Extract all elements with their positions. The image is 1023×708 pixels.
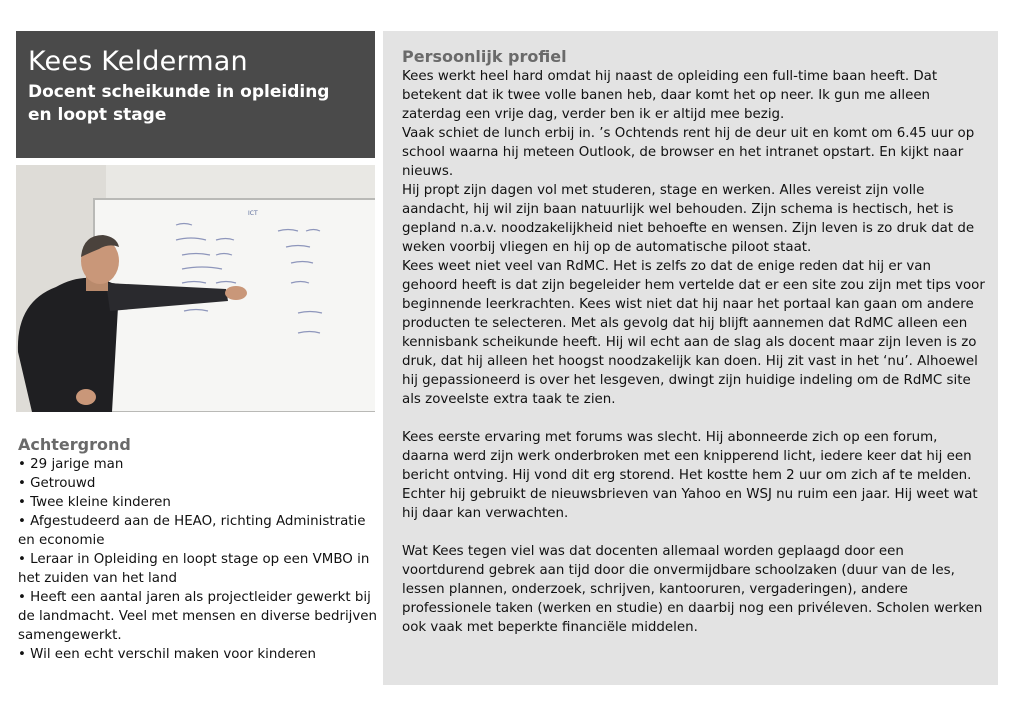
profile-paragraph: Kees eerste ervaring met forums was slecht. Hij abonneerde zich op een forum, daarna werd zijn werk onderbroken met een knipperend licht, iedere keer dat hij een bericht ontving. Hij vond dit erg storend. Het kostte hem 2 uur om zich af te melden. Echter hij gebruikt de nieuwsbrieven van Yahoo en WSJ nu ruim een jaar. Hij weet wat hij daar kan verwachten. bbox=[402, 430, 978, 521]
teacher-whiteboard-illustration bbox=[16, 165, 375, 412]
list-item: • Wil een echt verschil maken voor kinderen bbox=[18, 645, 378, 664]
persona-role: Docent scheikunde in opleiding en loopt stage bbox=[28, 82, 330, 125]
list-item: • Leraar in Opleiding en loopt stage op een VMBO in het zuiden van het land bbox=[18, 550, 378, 588]
list-item: • Twee kleine kinderen bbox=[18, 493, 378, 512]
background-list bbox=[18, 455, 378, 664]
list-item: • Heeft een aantal jaren als projectleider gewerkt bij de landmacht. Veel met mensen en diverse bedrijven samengewerkt. bbox=[18, 588, 378, 645]
profile-paragraph: Wat Kees tegen viel was dat docenten allemaal worden geplaagd door een voortdurend gebrek aan tijd door die onvermijdbare schoolzaken (duur van de les, lessen plannen, onderzoek, schrijven, kantooruren, vergaderingen), andere professionele taken (werken en studie) en daarbij nog een privéleven. Scholen werken ook vaak met beperkte financiële middelen. bbox=[402, 544, 983, 635]
persona-name: Kees Kelderman bbox=[28, 46, 248, 77]
profile-heading: Persoonlijk profiel bbox=[402, 47, 567, 66]
list-item: • Afgestudeerd aan de HEAO, richting Administratie en economie bbox=[18, 512, 378, 550]
persona-header bbox=[16, 31, 375, 158]
profile-panel bbox=[383, 31, 998, 685]
background-section bbox=[18, 435, 378, 664]
persona-photo bbox=[16, 165, 375, 412]
list-item: • 29 jarige man bbox=[18, 455, 378, 474]
profile-paragraph: Kees werkt heel hard omdat hij naast de opleiding een full-time baan heeft. Dat betekent dat ik twee volle banen heb, daar komt het op neer. Ik gun me alleen zaterdag een vrije dag, verder ben ik er altijd mee bezig. Vaak schiet de lunch erbij in. ’s Ochtends rent hij de deur uit en komt om 6.45 uur op school waarna hij meteen Outlook, de browser en het intranet opstart. En kijkt naar nieuws. Hij propt zijn dagen vol met studeren, stage en werken. Alles vereist zijn volle aandacht, hij wil zijn baan natuurlijk wel behouden. Zijn schema is hectisch, het is gepland n.a.v. noodzakelijkheid niet behoefte en wensen. Zijn leven is zo druk dat de weken voorbij vliegen en hij op de automatische piloot staat. Kees weet niet veel van RdMC. Het is zelfs zo dat de enige reden dat hij er van gehoord heeft is dat zijn begeleider hem vertelde dat er een site zou zijn met tips voor beginnende leerkrachten. Kees wist niet dat hij naar het portaal kan gaan om andere producten te selecteren. Met als gevolg dat hij blijft aannemen dat RdMC alleen een kennisbank scheikunde heeft. Hij wil echt aan de slag als docent maar zijn leven is zo druk, dat hij alleen het hoogst noodzakelijk kan doen. Hij zit vast in het ‘nu’. Alhoewel hij gepassioneerd is over het lesgeven, dwingt zijn huidige indeling om de RdMC site als zoveelste extra taak te zien. bbox=[402, 69, 985, 407]
background-heading: Achtergrond bbox=[18, 435, 131, 454]
list-item: • Getrouwd bbox=[18, 474, 378, 493]
whiteboard-heading: ICT bbox=[248, 210, 258, 217]
